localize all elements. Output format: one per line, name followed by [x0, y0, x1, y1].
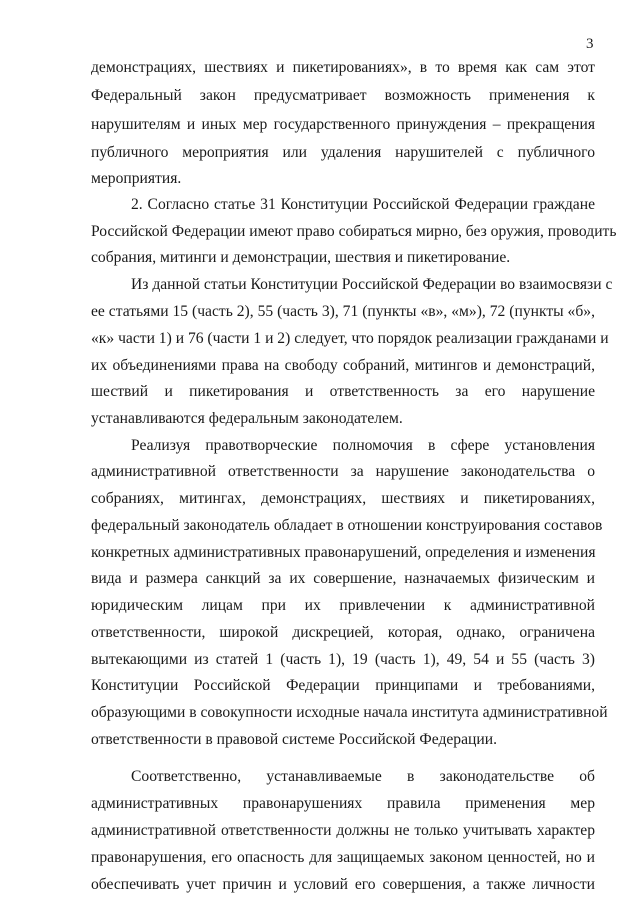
text-line: собраниях, митингах, демонстрациях, шествиях и пикетированиях, — [91, 490, 595, 507]
text-line: обеспечивать учет причин и условий его совершения, а также личности — [91, 876, 595, 893]
text-line: административной ответственности за нарушение законодательства о — [91, 463, 595, 480]
text-line: нарушителям и иных мер государственного принуждения – прекращения — [91, 116, 595, 133]
text-line: демонстрациях, шествиях и пикетированиях», в то время как сам этот — [91, 59, 595, 76]
text-line: Конституции Российской Федерации принципами и требованиями, — [91, 677, 595, 694]
text-line: ее статьями 15 (часть 2), 55 (часть 3), 71 (пункты «в», «м»), 72 (пункты «б», — [91, 303, 595, 320]
text-line: юридическим лицам при их привлечении к административной — [91, 597, 595, 614]
text-line: Соответственно, устанавливаемые в законодательстве об — [131, 768, 595, 785]
text-line: публичного мероприятия или удаления нарушителей с публичного — [91, 144, 595, 161]
text-line: ответственности, широкой дискрецией, которая, однако, ограничена — [91, 624, 595, 641]
text-line: вытекающими из статей 1 (часть 1), 19 (часть 1), 49, 54 и 55 (часть 3) — [91, 651, 595, 668]
text-line: устанавливаются федеральным законодателем. — [91, 410, 403, 427]
text-line: ответственности в правовой системе Российской Федерации. — [91, 731, 497, 748]
text-line: правонарушения, его опасность для защищаемых законом ценностей, но и — [91, 849, 595, 866]
text-line: Федеральный закон предусматривает возможность применения к — [91, 87, 595, 104]
text-line: собрания, митинги и демонстрации, шествия и пикетирование. — [91, 249, 511, 266]
text-line: административных правонарушениях правила применения мер — [91, 795, 595, 812]
text-line: образующими в совокупности исходные начала института административной — [91, 704, 608, 721]
text-line: Российской Федерации имеют право собираться мирно, без оружия, проводить — [91, 223, 617, 240]
text-line: административной ответственности должны не только учитывать характер — [91, 822, 595, 839]
text-line: их объединениями права на свободу собраний, митингов и демонстраций, — [91, 357, 595, 374]
text-line: Из данной статьи Конституции Российской Федерации во взаимосвязи с — [131, 276, 613, 293]
text-line: «к» части 1) и 76 (части 1 и 2) следует, что порядок реализации гражданами и — [91, 330, 609, 347]
text-line: федеральный законодатель обладает в отношении конструирования составов — [91, 517, 603, 534]
text-line: мероприятия. — [91, 170, 182, 187]
text-line: конкретных административных правонарушений, определения и изменения — [91, 544, 596, 561]
text-line: 2. Согласно статье 31 Конституции Российской Федерации граждане — [131, 196, 595, 213]
text-line: Реализуя правотворческие полномочия в сфере установления — [131, 437, 595, 454]
text-line: шествий и пикетирования и ответственность за его нарушение — [91, 383, 595, 400]
text-line: вида и размера санкций за их совершение, назначаемых физическим и — [91, 570, 595, 587]
page-number: 3 — [586, 36, 594, 52]
